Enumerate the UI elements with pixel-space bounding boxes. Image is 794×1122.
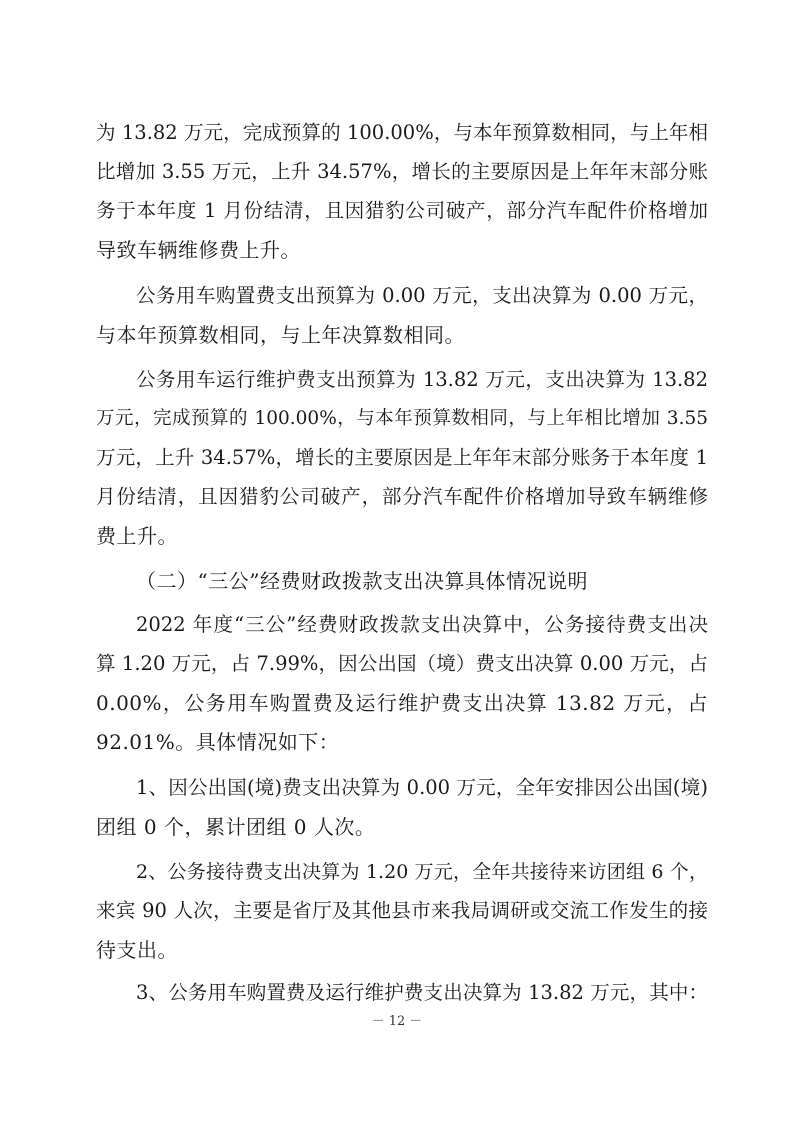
paragraph-line: 导致车辆维修费上升。 <box>96 238 301 262</box>
paragraph-line: 月份结清，且因猎豹公司破产，部分汽车配件价格增加导致车辆维修 <box>96 485 708 508</box>
paragraph-line: 为 13.82 万元，完成预算的 100.00%，与本年预算数相同，与上年相 <box>96 121 708 144</box>
section-heading: （二）“三公”经费财政拨款支出决算具体情况说明 <box>136 569 588 593</box>
paragraph-line: 万元，上升 34.57%，增长的主要原因是上年年末部分账务于本年度 1 <box>96 446 708 469</box>
paragraph-line: 公务用车运行维护费支出预算为 13.82 万元，支出决算为 13.82 <box>136 368 708 391</box>
paragraph-line: 务于本年度 1 月份结清，且因猎豹公司破产，部分汽车配件价格增加 <box>96 199 708 222</box>
paragraph-line: 2、公务接待费支出决算为 1.20 万元，全年共接待来访团组 6 个， <box>136 861 708 883</box>
paragraph-line: 3、公务用车购置费及运行维护费支出决算为 13.82 万元，其中： <box>136 981 708 1004</box>
page-number: － 12 － <box>371 1014 423 1029</box>
paragraph-line: 0.00%，公务用车购置费及运行维护费支出决算 13.82 万元，占 <box>96 691 708 715</box>
paragraph-line: 团组 0 个，累计团组 0 人次。 <box>96 815 376 839</box>
paragraph-line: 与本年预算数相同，与上年决算数相同。 <box>96 323 465 347</box>
paragraph-line: 2022 年度“三公”经费财政拨款支出决算中，公务接待费支出决 <box>136 613 708 636</box>
paragraph-line: 公务用车购置费支出预算为 0.00 万元，支出决算为 0.00 万元， <box>136 284 708 307</box>
paragraph-line: 92.01%。具体情况如下： <box>96 730 340 754</box>
paragraph-line: 费上升。 <box>96 524 178 548</box>
paragraph-line: 来宾 90 人次，主要是省厅及其他县市来我局调研或交流工作发生的接 <box>96 899 708 922</box>
paragraph-line: 1、因公出国(境)费支出决算为 0.00 万元，全年安排因公出国(境) <box>136 776 708 799</box>
paragraph-line: 比增加 3.55 万元，上升 34.57%，增长的主要原因是上年年末部分账 <box>96 160 708 183</box>
paragraph-line: 万元，完成预算的 100.00%，与本年预算数相同，与上年相比增加 3.55 <box>96 408 708 429</box>
paragraph-line: 算 1.20 万元，占 7.99%，因公出国（境）费支出决算 0.00 万元，占 <box>96 652 708 675</box>
paragraph-line: 待支出。 <box>96 938 178 962</box>
